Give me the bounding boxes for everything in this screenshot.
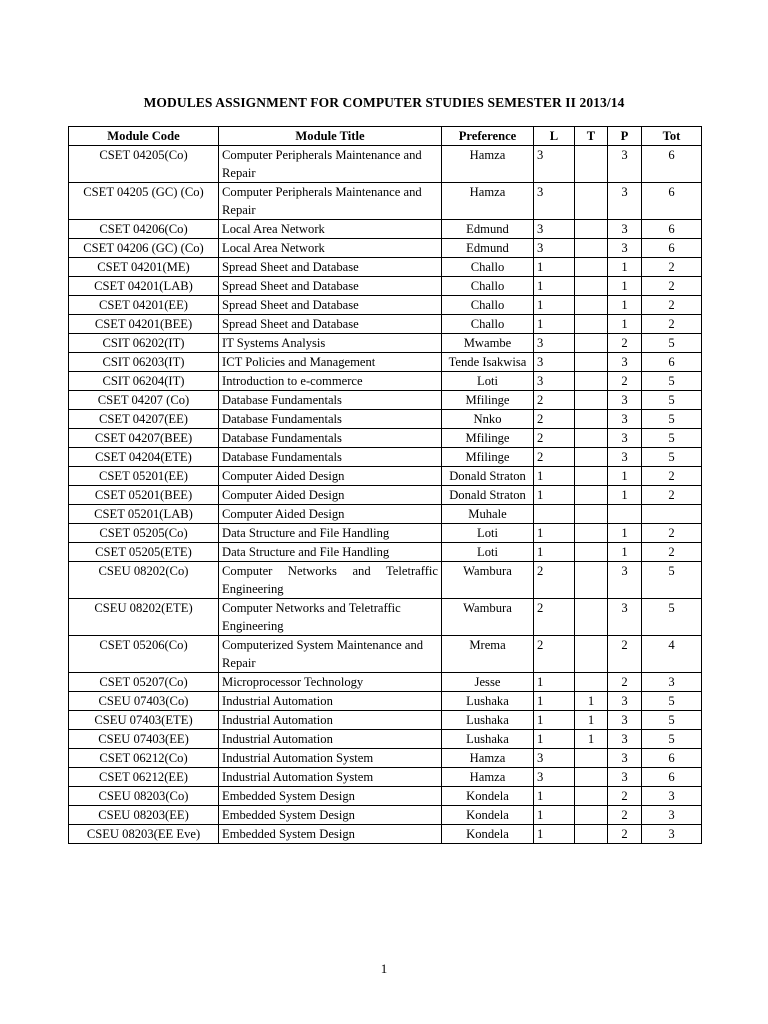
tutorial-hours-cell — [575, 391, 608, 410]
table-body — [69, 146, 702, 844]
preference-cell: Nnko — [442, 410, 534, 429]
practical-hours-cell: 1 — [608, 315, 642, 334]
module-title-cell: Database Fundamentals — [219, 448, 442, 467]
table-row — [69, 806, 702, 825]
module-title-cell: Industrial Automation — [219, 730, 442, 749]
lecture-hours-cell: 3 — [534, 749, 575, 768]
module-code-cell: CSET 04201(LAB) — [69, 277, 219, 296]
preference-cell: Lushaka — [442, 692, 534, 711]
lecture-hours-cell: 3 — [534, 220, 575, 239]
module-title-cell: Industrial Automation — [219, 692, 442, 711]
table-row — [69, 220, 702, 239]
module-title-cell: Introduction to e-commerce — [219, 372, 442, 391]
total-hours-cell: 2 — [642, 296, 702, 315]
table-row — [69, 315, 702, 334]
module-title-cell: IT Systems Analysis — [219, 334, 442, 353]
practical-hours-cell: 2 — [608, 806, 642, 825]
total-hours-cell: 5 — [642, 711, 702, 730]
table-row — [69, 562, 702, 599]
lecture-hours-cell: 1 — [534, 467, 575, 486]
module-code-cell: CSET 04207 (Co) — [69, 391, 219, 410]
module-code-cell: CSEU 08202(Co) — [69, 562, 219, 599]
preference-cell: Kondela — [442, 806, 534, 825]
practical-hours-cell: 1 — [608, 296, 642, 315]
preference-cell: Kondela — [442, 825, 534, 844]
preference-cell: Loti — [442, 543, 534, 562]
preference-cell: Edmund — [442, 220, 534, 239]
preference-cell: Mfilinge — [442, 429, 534, 448]
practical-hours-cell — [608, 505, 642, 524]
practical-hours-cell: 3 — [608, 562, 642, 599]
total-hours-cell: 5 — [642, 599, 702, 636]
preference-cell: Hamza — [442, 183, 534, 220]
lecture-hours-cell: 3 — [534, 372, 575, 391]
total-hours-cell: 5 — [642, 334, 702, 353]
total-hours-cell: 2 — [642, 277, 702, 296]
total-hours-cell: 3 — [642, 673, 702, 692]
total-hours-cell: 3 — [642, 787, 702, 806]
practical-hours-cell: 3 — [608, 146, 642, 183]
total-hours-cell: 2 — [642, 486, 702, 505]
module-title-cell: Spread Sheet and Database — [219, 277, 442, 296]
tutorial-hours-cell — [575, 673, 608, 692]
page-number: 1 — [380, 961, 388, 976]
module-title-cell: Computer Networks and Teletraffic Engineering — [219, 562, 442, 599]
table-row — [69, 467, 702, 486]
lecture-hours-cell: 1 — [534, 673, 575, 692]
preference-cell: Mfilinge — [442, 391, 534, 410]
total-hours-cell: 5 — [642, 562, 702, 599]
tutorial-hours-cell — [575, 220, 608, 239]
tutorial-hours-cell — [575, 543, 608, 562]
module-title-cell: Computerized System Maintenance and Repair — [219, 636, 442, 673]
lecture-hours-cell: 1 — [534, 524, 575, 543]
total-hours-cell — [642, 505, 702, 524]
tutorial-hours-cell — [575, 768, 608, 787]
practical-hours-cell: 3 — [608, 220, 642, 239]
table-row — [69, 599, 702, 636]
module-code-cell: CSET 05205(Co) — [69, 524, 219, 543]
total-hours-cell: 2 — [642, 315, 702, 334]
table-row — [69, 825, 702, 844]
preference-cell: Jesse — [442, 673, 534, 692]
practical-hours-cell: 1 — [608, 486, 642, 505]
lecture-hours-cell: 2 — [534, 636, 575, 673]
preference-cell: Kondela — [442, 787, 534, 806]
total-hours-cell: 5 — [642, 391, 702, 410]
lecture-hours-cell: 2 — [534, 448, 575, 467]
preference-cell: Challo — [442, 258, 534, 277]
header-t: T — [575, 127, 608, 146]
module-title-cell: Microprocessor Technology — [219, 673, 442, 692]
table-row — [69, 768, 702, 787]
lecture-hours-cell: 1 — [534, 806, 575, 825]
module-title-cell: ICT Policies and Management — [219, 353, 442, 372]
tutorial-hours-cell — [575, 296, 608, 315]
module-code-cell: CSET 04204(ETE) — [69, 448, 219, 467]
practical-hours-cell: 3 — [608, 711, 642, 730]
lecture-hours-cell: 3 — [534, 768, 575, 787]
table-row — [69, 692, 702, 711]
module-code-cell: CSEU 07403(EE) — [69, 730, 219, 749]
tutorial-hours-cell — [575, 524, 608, 543]
practical-hours-cell: 1 — [608, 258, 642, 277]
total-hours-cell: 6 — [642, 146, 702, 183]
total-hours-cell: 5 — [642, 692, 702, 711]
practical-hours-cell: 2 — [608, 787, 642, 806]
module-code-cell: CSIT 06203(IT) — [69, 353, 219, 372]
total-hours-cell: 6 — [642, 183, 702, 220]
lecture-hours-cell: 1 — [534, 711, 575, 730]
tutorial-hours-cell: 1 — [575, 692, 608, 711]
total-hours-cell: 5 — [642, 429, 702, 448]
lecture-hours-cell: 2 — [534, 391, 575, 410]
module-code-cell: CSET 05206(Co) — [69, 636, 219, 673]
practical-hours-cell: 3 — [608, 239, 642, 258]
header-tot: Tot — [642, 127, 702, 146]
total-hours-cell: 6 — [642, 768, 702, 787]
total-hours-cell: 6 — [642, 239, 702, 258]
table-row — [69, 543, 702, 562]
table-row — [69, 486, 702, 505]
practical-hours-cell: 3 — [608, 391, 642, 410]
lecture-hours-cell: 2 — [534, 599, 575, 636]
practical-hours-cell: 3 — [608, 410, 642, 429]
lecture-hours-cell: 1 — [534, 825, 575, 844]
module-title-cell: Embedded System Design — [219, 825, 442, 844]
preference-cell: Mrema — [442, 636, 534, 673]
module-code-cell: CSEU 08203(EE Eve) — [69, 825, 219, 844]
lecture-hours-cell: 2 — [534, 410, 575, 429]
total-hours-cell: 3 — [642, 825, 702, 844]
practical-hours-cell: 1 — [608, 277, 642, 296]
tutorial-hours-cell — [575, 353, 608, 372]
tutorial-hours-cell: 1 — [575, 711, 608, 730]
module-title-cell: Industrial Automation — [219, 711, 442, 730]
table-row — [69, 258, 702, 277]
tutorial-hours-cell — [575, 183, 608, 220]
preference-cell: Donald Straton — [442, 486, 534, 505]
preference-cell: Donald Straton — [442, 467, 534, 486]
total-hours-cell: 3 — [642, 806, 702, 825]
module-code-cell: CSET 04201(EE) — [69, 296, 219, 315]
header-preference: Preference — [442, 127, 534, 146]
table-row — [69, 353, 702, 372]
module-code-cell: CSET 04206 (GC) (Co) — [69, 239, 219, 258]
practical-hours-cell: 2 — [608, 673, 642, 692]
practical-hours-cell: 1 — [608, 467, 642, 486]
preference-cell: Challo — [442, 315, 534, 334]
table-header-row — [69, 127, 702, 146]
module-title-cell: Computer Peripherals Maintenance and Repair — [219, 146, 442, 183]
preference-cell: Loti — [442, 372, 534, 391]
lecture-hours-cell: 1 — [534, 486, 575, 505]
lecture-hours-cell: 1 — [534, 277, 575, 296]
lecture-hours-cell: 1 — [534, 543, 575, 562]
module-code-cell: CSEU 08203(Co) — [69, 787, 219, 806]
tutorial-hours-cell — [575, 277, 608, 296]
tutorial-hours-cell — [575, 806, 608, 825]
tutorial-hours-cell — [575, 410, 608, 429]
table-row — [69, 146, 702, 183]
header-module-code: Module Code — [69, 127, 219, 146]
lecture-hours-cell: 3 — [534, 146, 575, 183]
total-hours-cell: 5 — [642, 410, 702, 429]
lecture-hours-cell: 2 — [534, 562, 575, 599]
table-row — [69, 673, 702, 692]
lecture-hours-cell: 3 — [534, 183, 575, 220]
module-title-cell: Data Structure and File Handling — [219, 543, 442, 562]
module-code-cell: CSET 04206(Co) — [69, 220, 219, 239]
table-row — [69, 296, 702, 315]
module-code-cell: CSEU 07403(Co) — [69, 692, 219, 711]
lecture-hours-cell: 1 — [534, 296, 575, 315]
lecture-hours-cell: 3 — [534, 353, 575, 372]
lecture-hours-cell: 1 — [534, 258, 575, 277]
tutorial-hours-cell: 1 — [575, 730, 608, 749]
lecture-hours-cell: 3 — [534, 239, 575, 258]
practical-hours-cell: 3 — [608, 429, 642, 448]
preference-cell: Tende Isakwisa — [442, 353, 534, 372]
preference-cell: Hamza — [442, 146, 534, 183]
practical-hours-cell: 3 — [608, 448, 642, 467]
table-row — [69, 429, 702, 448]
tutorial-hours-cell — [575, 562, 608, 599]
document-title: MODULES ASSIGNMENT FOR COMPUTER STUDIES SEMESTER II 2013/14 — [143, 95, 625, 110]
practical-hours-cell: 3 — [608, 768, 642, 787]
practical-hours-cell: 2 — [608, 372, 642, 391]
tutorial-hours-cell — [575, 486, 608, 505]
practical-hours-cell: 2 — [608, 825, 642, 844]
module-title-cell: Computer Aided Design — [219, 467, 442, 486]
practical-hours-cell: 3 — [608, 183, 642, 220]
practical-hours-cell: 3 — [608, 730, 642, 749]
tutorial-hours-cell — [575, 334, 608, 353]
header-module-title: Module Title — [219, 127, 442, 146]
lecture-hours-cell: 1 — [534, 692, 575, 711]
preference-cell: Lushaka — [442, 730, 534, 749]
practical-hours-cell: 3 — [608, 353, 642, 372]
tutorial-hours-cell — [575, 146, 608, 183]
tutorial-hours-cell — [575, 636, 608, 673]
total-hours-cell: 2 — [642, 258, 702, 277]
table-row — [69, 372, 702, 391]
module-title-cell: Industrial Automation System — [219, 749, 442, 768]
total-hours-cell: 5 — [642, 730, 702, 749]
preference-cell: Challo — [442, 277, 534, 296]
module-code-cell: CSET 06212(EE) — [69, 768, 219, 787]
lecture-hours-cell: 1 — [534, 787, 575, 806]
preference-cell: Hamza — [442, 749, 534, 768]
module-code-cell: CSET 04207(EE) — [69, 410, 219, 429]
practical-hours-cell: 3 — [608, 749, 642, 768]
practical-hours-cell: 1 — [608, 524, 642, 543]
module-title-cell: Local Area Network — [219, 239, 442, 258]
table-row — [69, 711, 702, 730]
table-row — [69, 391, 702, 410]
total-hours-cell: 5 — [642, 372, 702, 391]
module-title-cell: Database Fundamentals — [219, 410, 442, 429]
tutorial-hours-cell — [575, 749, 608, 768]
module-code-cell: CSIT 06202(IT) — [69, 334, 219, 353]
table-row — [69, 239, 702, 258]
table-row — [69, 410, 702, 429]
module-title-cell: Spread Sheet and Database — [219, 296, 442, 315]
table-row — [69, 277, 702, 296]
lecture-hours-cell: 1 — [534, 730, 575, 749]
table-row — [69, 334, 702, 353]
module-code-cell: CSET 06212(Co) — [69, 749, 219, 768]
tutorial-hours-cell — [575, 467, 608, 486]
preference-cell: Muhale — [442, 505, 534, 524]
module-title-cell: Data Structure and File Handling — [219, 524, 442, 543]
preference-cell: Edmund — [442, 239, 534, 258]
module-title-cell: Computer Aided Design — [219, 505, 442, 524]
total-hours-cell: 6 — [642, 749, 702, 768]
lecture-hours-cell: 2 — [534, 429, 575, 448]
tutorial-hours-cell — [575, 429, 608, 448]
tutorial-hours-cell — [575, 315, 608, 334]
table-row — [69, 749, 702, 768]
module-code-cell: CSET 05201(BEE) — [69, 486, 219, 505]
total-hours-cell: 6 — [642, 353, 702, 372]
total-hours-cell: 6 — [642, 220, 702, 239]
module-title-cell: Spread Sheet and Database — [219, 258, 442, 277]
preference-cell: Wambura — [442, 562, 534, 599]
module-title-cell: Computer Peripherals Maintenance and Repair — [219, 183, 442, 220]
module-code-cell: CSET 04205(Co) — [69, 146, 219, 183]
table-row — [69, 787, 702, 806]
total-hours-cell: 4 — [642, 636, 702, 673]
preference-cell: Hamza — [442, 768, 534, 787]
modules-table — [68, 126, 702, 844]
module-title-cell: Spread Sheet and Database — [219, 315, 442, 334]
practical-hours-cell: 2 — [608, 334, 642, 353]
table-row — [69, 183, 702, 220]
practical-hours-cell: 2 — [608, 636, 642, 673]
tutorial-hours-cell — [575, 372, 608, 391]
module-title-cell: Embedded System Design — [219, 787, 442, 806]
module-title-cell: Local Area Network — [219, 220, 442, 239]
total-hours-cell: 2 — [642, 543, 702, 562]
practical-hours-cell: 3 — [608, 599, 642, 636]
lecture-hours-cell: 1 — [534, 315, 575, 334]
module-code-cell: CSEU 08202(ETE) — [69, 599, 219, 636]
table-row — [69, 524, 702, 543]
tutorial-hours-cell — [575, 825, 608, 844]
module-code-cell: CSET 04207(BEE) — [69, 429, 219, 448]
preference-cell: Loti — [442, 524, 534, 543]
preference-cell: Mfilinge — [442, 448, 534, 467]
tutorial-hours-cell — [575, 239, 608, 258]
practical-hours-cell: 3 — [608, 692, 642, 711]
module-title-cell: Database Fundamentals — [219, 391, 442, 410]
module-code-cell: CSET 05201(LAB) — [69, 505, 219, 524]
table-row — [69, 448, 702, 467]
module-code-cell: CSET 04205 (GC) (Co) — [69, 183, 219, 220]
tutorial-hours-cell — [575, 787, 608, 806]
module-title-cell: Embedded System Design — [219, 806, 442, 825]
practical-hours-cell: 1 — [608, 543, 642, 562]
lecture-hours-cell: 3 — [534, 334, 575, 353]
preference-cell: Lushaka — [442, 711, 534, 730]
preference-cell: Wambura — [442, 599, 534, 636]
lecture-hours-cell — [534, 505, 575, 524]
module-code-cell: CSET 04201(ME) — [69, 258, 219, 277]
table-row — [69, 636, 702, 673]
module-code-cell: CSET 05201(EE) — [69, 467, 219, 486]
module-code-cell: CSIT 06204(IT) — [69, 372, 219, 391]
table-row — [69, 505, 702, 524]
preference-cell: Mwambe — [442, 334, 534, 353]
header-p: P — [608, 127, 642, 146]
tutorial-hours-cell — [575, 599, 608, 636]
module-code-cell: CSET 05205(ETE) — [69, 543, 219, 562]
module-title-cell: Computer Aided Design — [219, 486, 442, 505]
module-title-cell: Industrial Automation System — [219, 768, 442, 787]
total-hours-cell: 2 — [642, 467, 702, 486]
module-code-cell: CSEU 07403(ETE) — [69, 711, 219, 730]
module-code-cell: CSEU 08203(EE) — [69, 806, 219, 825]
tutorial-hours-cell — [575, 258, 608, 277]
total-hours-cell: 2 — [642, 524, 702, 543]
module-code-cell: CSET 04201(BEE) — [69, 315, 219, 334]
table-row — [69, 730, 702, 749]
header-l: L — [534, 127, 575, 146]
total-hours-cell: 5 — [642, 448, 702, 467]
tutorial-hours-cell — [575, 448, 608, 467]
preference-cell: Challo — [442, 296, 534, 315]
module-code-cell: CSET 05207(Co) — [69, 673, 219, 692]
tutorial-hours-cell — [575, 505, 608, 524]
module-title-cell: Computer Networks and Teletraffic Engineering — [219, 599, 442, 636]
module-title-cell: Database Fundamentals — [219, 429, 442, 448]
